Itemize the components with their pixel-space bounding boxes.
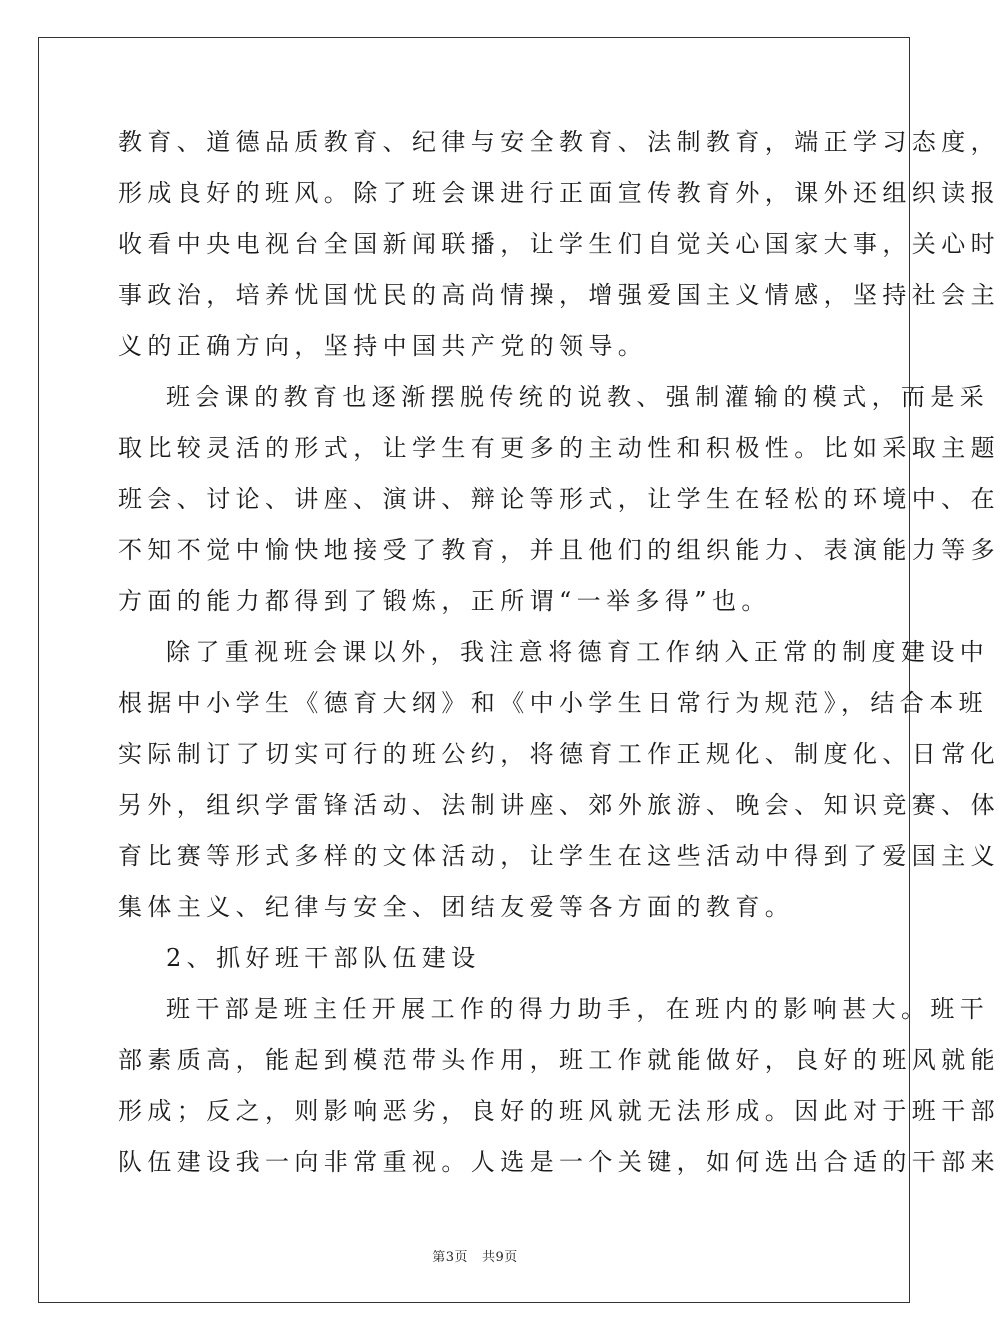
text-line: 实际制订了切实可行的班公约，将德育工作正规化、制度化、日常化 <box>118 740 1000 768</box>
text-line: 义的正确方向，坚持中国共产党的领导。 <box>118 332 648 360</box>
text-line: 集体主义、纪律与安全、团结友爱等各方面的教育。 <box>118 893 795 921</box>
text-line: 育比赛等形式多样的文体活动，让学生在这些活动中得到了爱国主义 <box>118 842 1000 870</box>
text-line: 事政治，培养忧国忧民的高尚情操，增强爱国主义情感，坚持社会主 <box>118 281 1000 309</box>
text-line: 不知不觉中愉快地接受了教育，并且他们的组织能力、表演能力等多 <box>118 536 1000 564</box>
page-total: 共9页 <box>481 1250 518 1265</box>
paragraph-first-line: 班干部是班主任开展工作的得力助手，在班内的影响甚大。班干 <box>166 995 990 1023</box>
text-line: 形成良好的班风。除了班会课进行正面宣传教育外，课外还组织读报 <box>118 179 1000 207</box>
section-heading: 2、抓好班干部队伍建设 <box>166 944 481 972</box>
text-line: 形成；反之，则影响恶劣，良好的班风就无法形成。因此对于班干部 <box>118 1097 1000 1125</box>
page-number: 第3页 <box>432 1250 469 1265</box>
text-line: 根据中小学生《德育大纲》和《中小学生日常行为规范》，结合本班 <box>118 689 988 717</box>
text-line: 方面的能力都得到了锻炼，正所谓“一举多得”也。 <box>118 587 771 615</box>
text-line: 队伍建设我一向非常重视。人选是一个关键，如何选出合适的干部来 <box>118 1148 1000 1176</box>
page-footer <box>0 1246 950 1265</box>
text-line: 部素质高，能起到模范带头作用，班工作就能做好，良好的班风就能 <box>118 1046 1000 1074</box>
paragraph-first-line: 除了重视班会课以外，我注意将德育工作纳入正常的制度建设中 <box>166 638 990 666</box>
document-body <box>118 124 1000 1195</box>
text-line: 班会、讨论、讲座、演讲、辩论等形式，让学生在轻松的环境中、在 <box>118 485 1000 513</box>
text-line: 另外，组织学雷锋活动、法制讲座、郊外旅游、晚会、知识竞赛、体 <box>118 791 1000 819</box>
text-line: 取比较灵活的形式，让学生有更多的主动性和积极性。比如采取主题 <box>118 434 1000 462</box>
paragraph-first-line: 班会课的教育也逐渐摆脱传统的说教、强制灌输的模式，而是采 <box>166 383 990 411</box>
text-line: 教育、道德品质教育、纪律与安全教育、法制教育，端正学习态度， <box>118 128 1000 156</box>
text-line: 收看中央电视台全国新闻联播，让学生们自觉关心国家大事，关心时 <box>118 230 1000 258</box>
